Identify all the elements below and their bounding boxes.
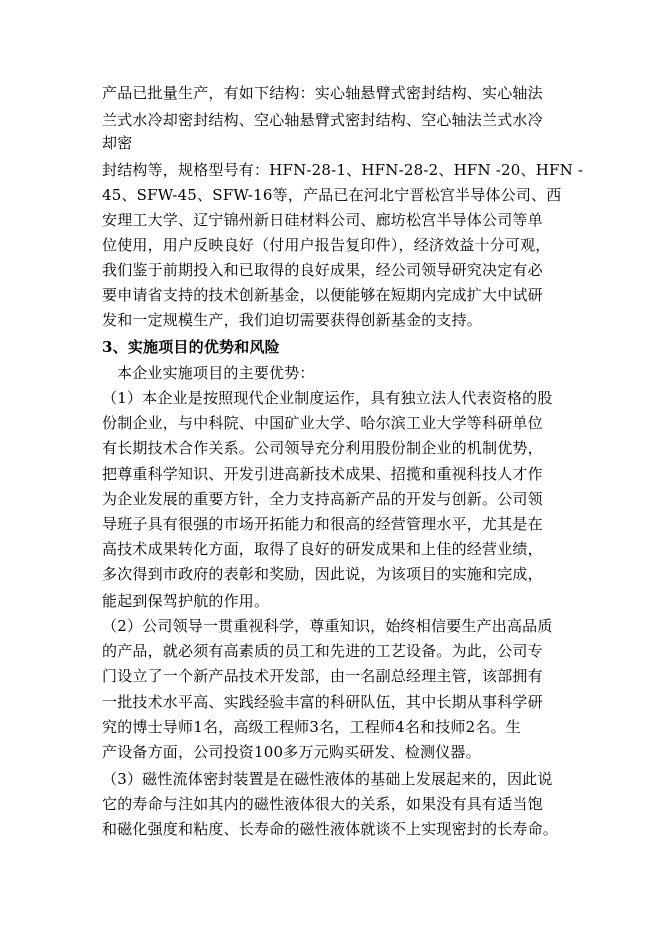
text-line: 本企业实施项目的主要优势： bbox=[117, 364, 315, 382]
text-line: 安理工大学、辽宁锦州新日硅材料公司、廊坊松宫半导体公司等单 bbox=[102, 211, 543, 229]
text-line: 的产品，就必须有高素质的员工和先进的工艺设备。为此，公司专 bbox=[102, 642, 543, 660]
text-line: 和磁化强度和粘度、长寿命的磁性液体就谈不上实现密封的长寿命。 bbox=[102, 820, 559, 838]
text-line: 有长期技术合作关系。公司领导充分利用股份制企业的机制优势， bbox=[102, 439, 543, 457]
text-line: 产设备方面，公司投资100多万元购买研发、检测仪器。 bbox=[102, 743, 481, 761]
text-line: 兰式水冷却密封结构、空心轴悬臂式密封结构、空心轴法兰式水冷 bbox=[102, 111, 543, 129]
text-line: （2）公司领导一贯重视科学，尊重知识，始终相信要生产出高品质 bbox=[102, 617, 553, 635]
text-line: 份制企业，与中科院、中国矿业大学、哈尔滨工业大学等科研单位 bbox=[102, 414, 543, 432]
text-line: 门设立了一个新产品技术开发部，由一名副总经理主管，该部拥有 bbox=[102, 667, 543, 685]
text-line: 它的寿命与注如其内的磁性液体很大的关系，如果没有具有适当饱 bbox=[102, 795, 543, 813]
text-line: 能起到保驾护航的作用。 bbox=[102, 592, 270, 610]
text-line: 封结构等，规格型号有：HFN-28-1、HFN-28-2、HFN -20、HFN - bbox=[102, 161, 584, 179]
text-line: 为企业发展的重要方针，全力支持高新产品的开发与创新。公司领 bbox=[102, 490, 543, 508]
text-line: 究的博士导师1名，高级工程师3名，工程师4名和技师2名。生 bbox=[102, 718, 521, 736]
section-heading: 3、实施项目的优势和风险 bbox=[102, 338, 280, 356]
text-line: （3）磁性流体密封装置是在磁性液体的基础上发展起来的，因此说 bbox=[102, 770, 553, 788]
text-line: 多次得到市政府的表彰和奖励，因此说，为该项目的实施和完成， bbox=[102, 565, 543, 583]
text-line: 高技术成果转化方面，取得了良好的研发成果和上佳的经营业绩， bbox=[102, 540, 543, 558]
text-line: 我们鉴于前期投入和已取得的良好成果，经公司领导研究决定有必 bbox=[102, 261, 543, 279]
text-line: 45、SFW-45、SFW-16等，产品已在河北宁晋松宫半导体公司、西 bbox=[102, 186, 562, 204]
text-line: 把尊重科学知识、开发引进高新技术成果、招揽和重视科技人才作 bbox=[102, 465, 543, 483]
text-line: 产品已批量生产，有如下结构：实心轴悬臂式密封结构、实心轴法 bbox=[102, 84, 543, 102]
text-line: 位使用，用户反映良好（付用户报告复印件），经济效益十分可观， bbox=[102, 236, 551, 254]
text-line: 要申请省支持的技术创新基金，以便能够在短期内完成扩大中试研 bbox=[102, 286, 543, 304]
text-line: 却密 bbox=[102, 134, 133, 152]
text-line: 一批技术水平高、实践经验丰富的科研队伍，其中长期从事科学研 bbox=[102, 693, 543, 711]
text-line: （1）本企业是按照现代企业制度运作，具有独立法人代表资格的股 bbox=[102, 389, 553, 407]
text-line: 发和一定规模生产，我们迫切需要获得创新基金的支持。 bbox=[102, 311, 483, 329]
text-line: 导班子具有很强的市场开拓能力和很高的经营管理水平，尤其是在 bbox=[102, 515, 543, 533]
